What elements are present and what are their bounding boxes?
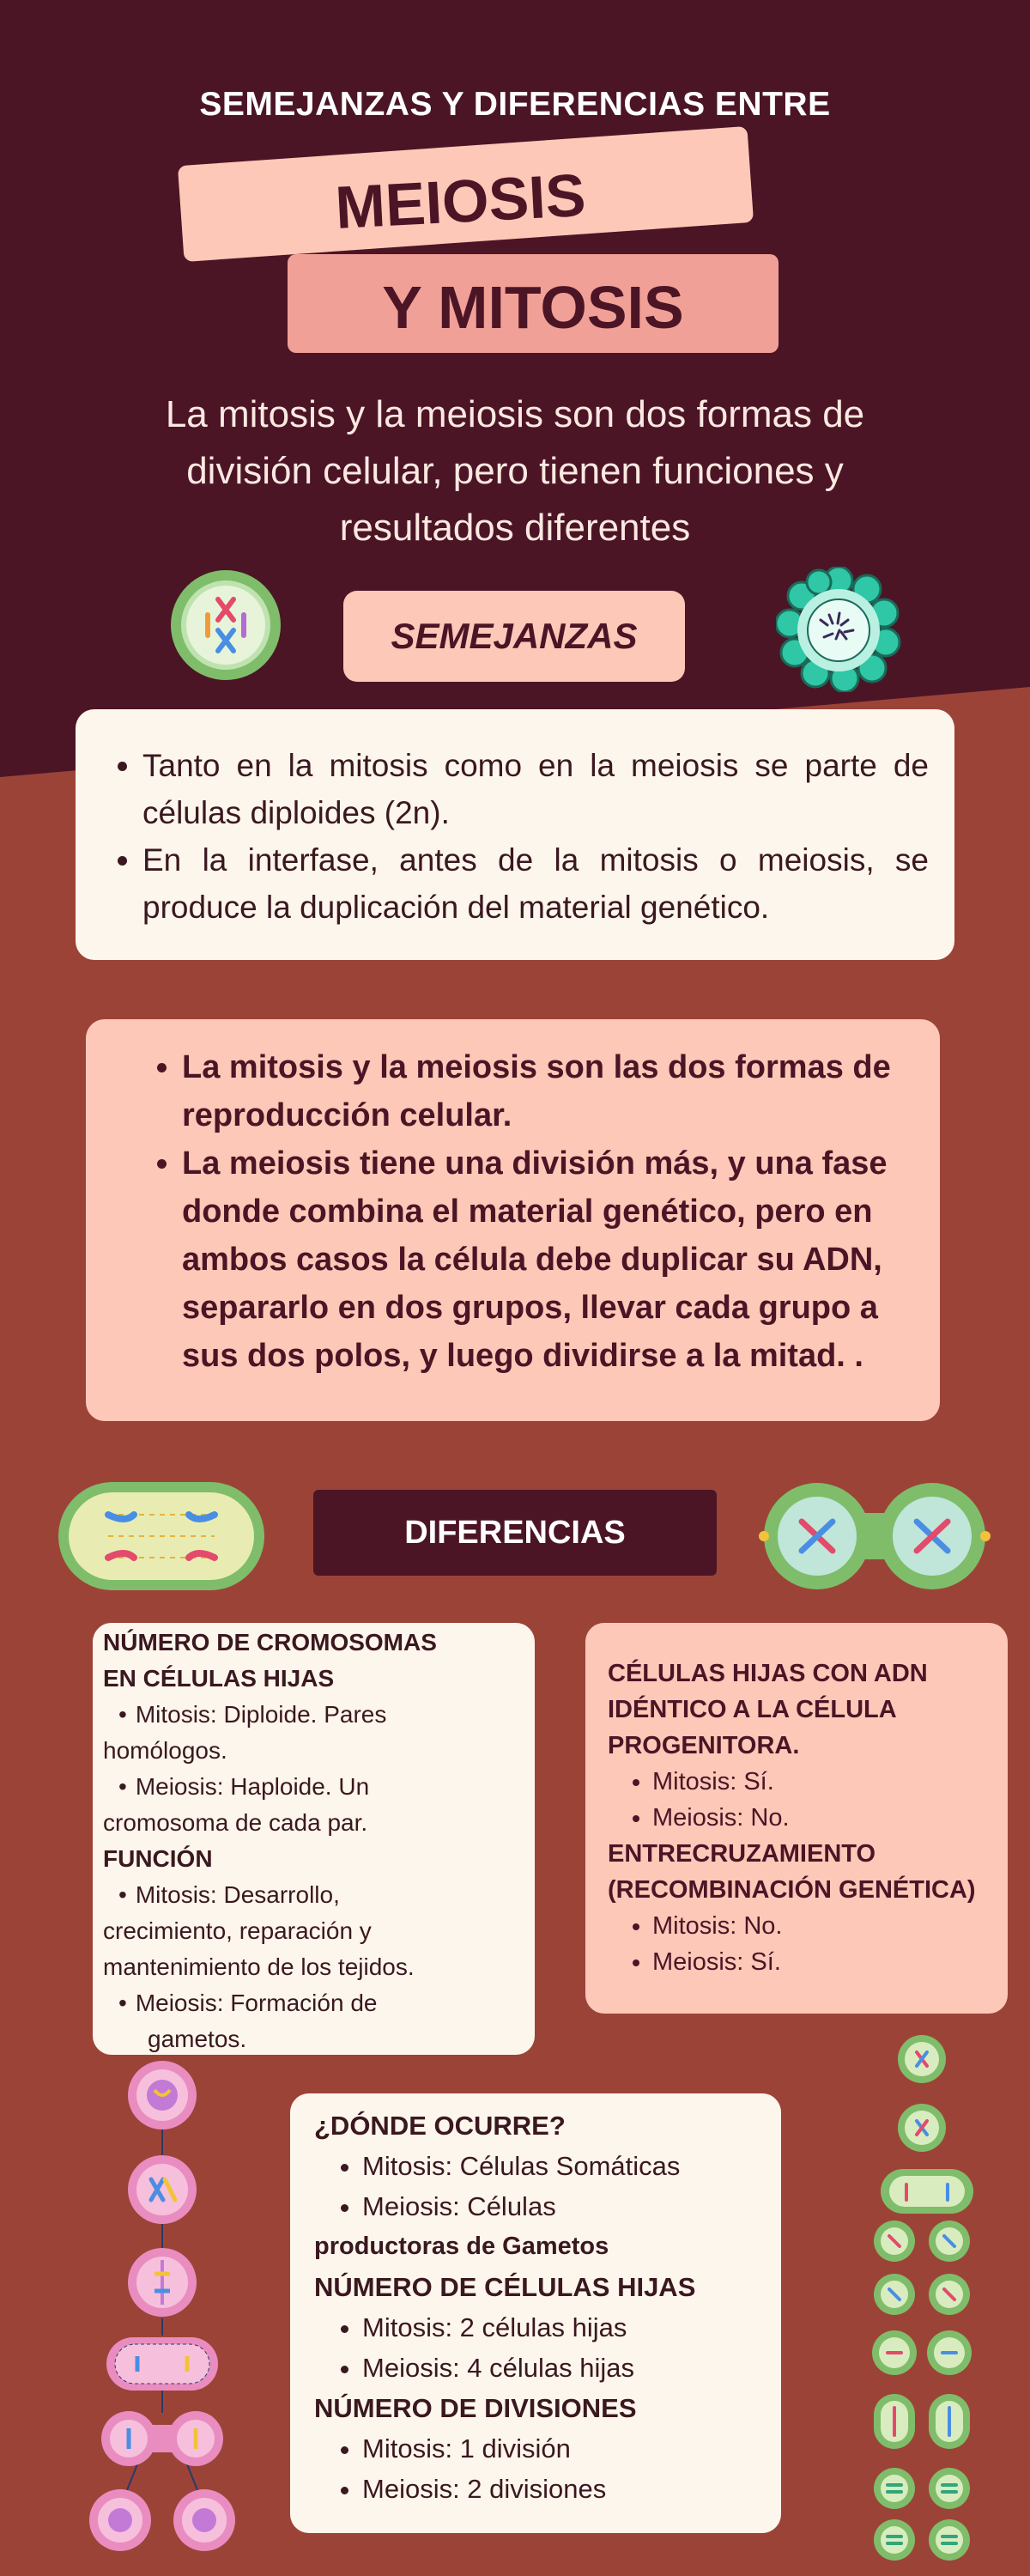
two-cells-icon xyxy=(757,1479,992,1594)
intro-text: La mitosis y la meiosis son dos formas de división celular, pero tienen funciones y resultados diferentes xyxy=(165,393,865,549)
semejanza-item: • En la interfase, antes de la mitosis o meiosis, se produce la duplicación del material genético. xyxy=(142,836,929,931)
list-item: • Mitosis: 2 células hijas xyxy=(362,2307,764,2348)
semejanza-item: • Tanto en la mitosis como en la meiosis se parte de células diploides (2n). xyxy=(142,742,929,836)
list-item-cont: gametos. xyxy=(148,2026,247,2052)
diferencias-card-left xyxy=(93,1623,535,2055)
list-item-cont: productoras de Gametos xyxy=(314,2233,609,2260)
title-line2: Y MITOSIS xyxy=(382,274,684,341)
mitosis-sequence-icon xyxy=(86,2061,240,2559)
card-heading: CÉLULAS HIJAS CON ADN IDÉNTICO A LA CÉLULA PROGENITORA. xyxy=(608,1660,928,1759)
list-item: • Meiosis: 4 células hijas xyxy=(362,2348,764,2388)
semejanzas-card-2 xyxy=(86,1019,940,1421)
diferencias-card-right xyxy=(585,1623,1008,2014)
card-heading: ENTRECRUZAMIENTO (RECOMBINACIÓN GENÉTICA) xyxy=(608,1840,976,1904)
diferencias-label: DIFERENCIAS xyxy=(313,1490,717,1576)
card-heading: EN CÉLULAS HIJAS xyxy=(103,1665,335,1692)
list-item: • Mitosis: 1 división xyxy=(362,2428,764,2469)
list-item-cont: cromosoma de cada par. xyxy=(103,1809,368,1836)
dividing-cell-icon xyxy=(57,1480,266,1592)
list-item: • Meiosis: Sí. xyxy=(652,1944,996,1980)
kicker-title: SEMEJANZAS Y DIFERENCIAS ENTRE xyxy=(199,86,831,123)
semejanzas-card-1 xyxy=(76,709,954,960)
card-heading: NÚMERO DE DIVISIONES xyxy=(314,2393,637,2423)
list-item: • Meiosis: Haploide. Un xyxy=(118,1773,370,1800)
title-tag-mitosis xyxy=(288,254,779,353)
diferencias-card-bottom xyxy=(290,2093,781,2533)
list-item: • Mitosis: No. xyxy=(652,1908,996,1944)
card-heading: NÚMERO DE CÉLULAS HIJAS xyxy=(314,2272,696,2302)
list-item: • Mitosis: Desarrollo, xyxy=(118,1881,340,1908)
list-item: • Mitosis: Sí. xyxy=(652,1764,996,1800)
semejanza-item: • La meiosis tiene una división más, y una fase donde combina el material genético, pero en ambos casos la célula debe duplicar su ADN, separarlo en dos grupos, llevar cada grupo a sus dos polos, y luego dividirse a la mitad. . xyxy=(182,1139,900,1380)
cell-chromosomes-icon xyxy=(168,568,283,682)
card-heading: ¿DÓNDE OCURRE? xyxy=(314,2111,566,2141)
list-item: • Meiosis: Células xyxy=(362,2186,764,2227)
list-item: • Meiosis: Formación de xyxy=(118,1990,378,2016)
list-item: • Meiosis: No. xyxy=(652,1800,996,1836)
list-item-cont: mantenimiento de los tejidos. xyxy=(103,1953,415,1980)
bubbly-cell-icon xyxy=(776,567,901,692)
semejanza-item: • La mitosis y la meiosis son las dos formas de reproducción celular. xyxy=(182,1043,900,1139)
list-item: • Mitosis: Diploide. Pares xyxy=(118,1701,387,1728)
card-heading: FUNCIÓN xyxy=(103,1845,213,1872)
semejanzas-label: SEMEJANZAS xyxy=(343,591,685,682)
title-line1: MEIOSIS xyxy=(333,161,588,242)
meiosis-sequence-icon xyxy=(867,2033,987,2566)
list-item-cont: homólogos. xyxy=(103,1737,227,1764)
list-item: • Mitosis: Células Somáticas xyxy=(362,2146,764,2186)
list-item-cont: crecimiento, reparación y xyxy=(103,1917,372,1944)
list-item: • Meiosis: 2 divisiones xyxy=(362,2469,764,2509)
card-heading: NÚMERO DE CROMOSOMAS xyxy=(103,1629,437,1656)
